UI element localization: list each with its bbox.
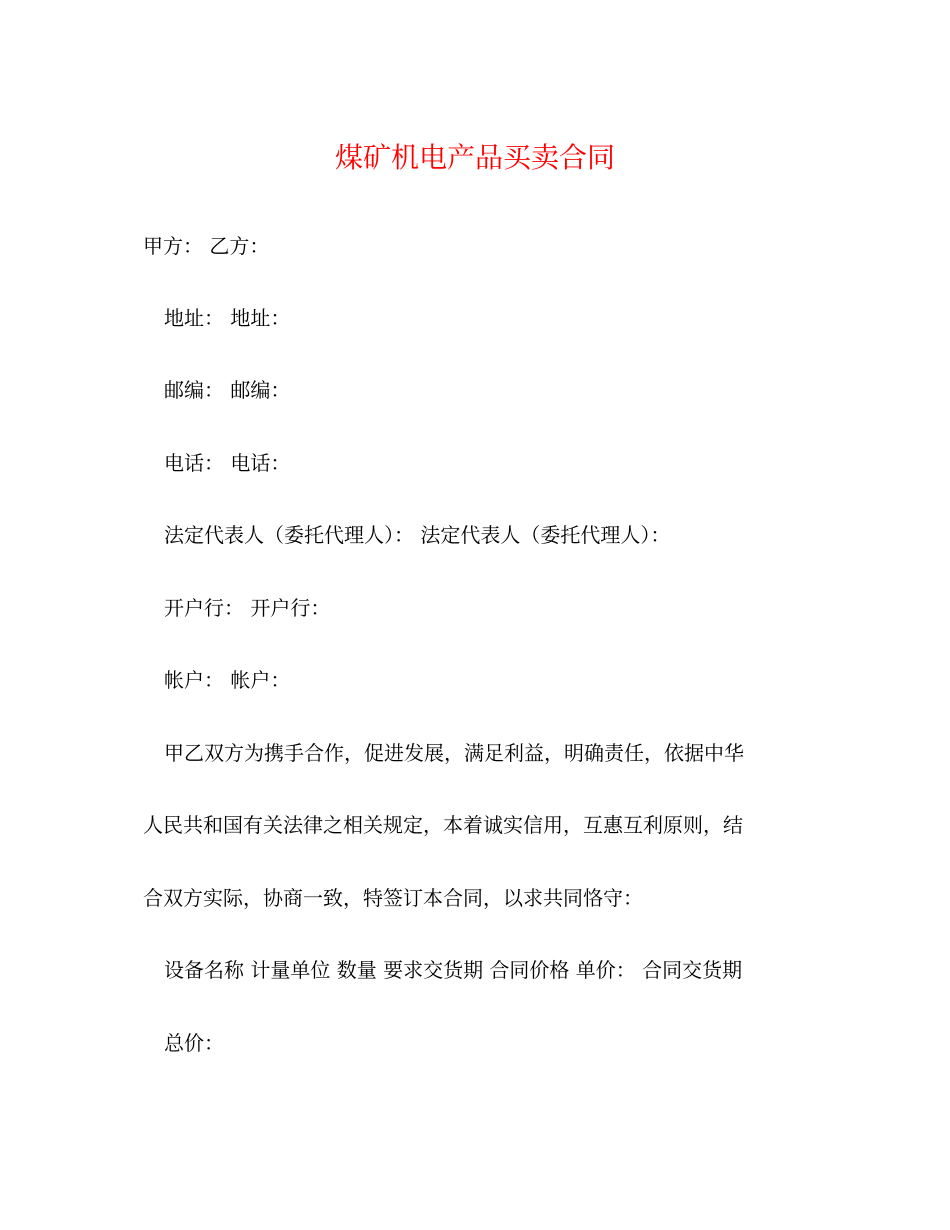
bank-line: 开户行： 开户行： — [164, 596, 331, 620]
account-line: 帐户： 帐户： — [164, 668, 291, 692]
legal-representative-line: 法定代表人（委托代理人）： 法定代表人（委托代理人）： — [164, 523, 671, 547]
preamble-line-1: 甲乙双方为携手合作，促进发展，满足利益，明确责任，依据中华 — [164, 741, 744, 765]
address-line: 地址： 地址： — [164, 306, 291, 330]
equipment-header-line: 设备名称 计量单位 数量 要求交货期 合同价格 单价： 合同交货期 — [164, 958, 743, 982]
total-price-line: 总价： — [164, 1031, 224, 1055]
contract-title: 煤矿机电产品买卖合同 — [334, 141, 615, 174]
preamble-line-3: 合双方实际，协商一致，特签订本合同，以求共同恪守： — [143, 886, 643, 910]
postcode-line: 邮编： 邮编： — [164, 378, 291, 402]
party-line: 甲方： 乙方： — [143, 234, 270, 258]
phone-line: 电话： 电话： — [164, 451, 291, 475]
preamble-line-2: 人民共和国有关法律之相关规定，本着诚实信用，互惠互利原则，结 — [143, 813, 743, 837]
